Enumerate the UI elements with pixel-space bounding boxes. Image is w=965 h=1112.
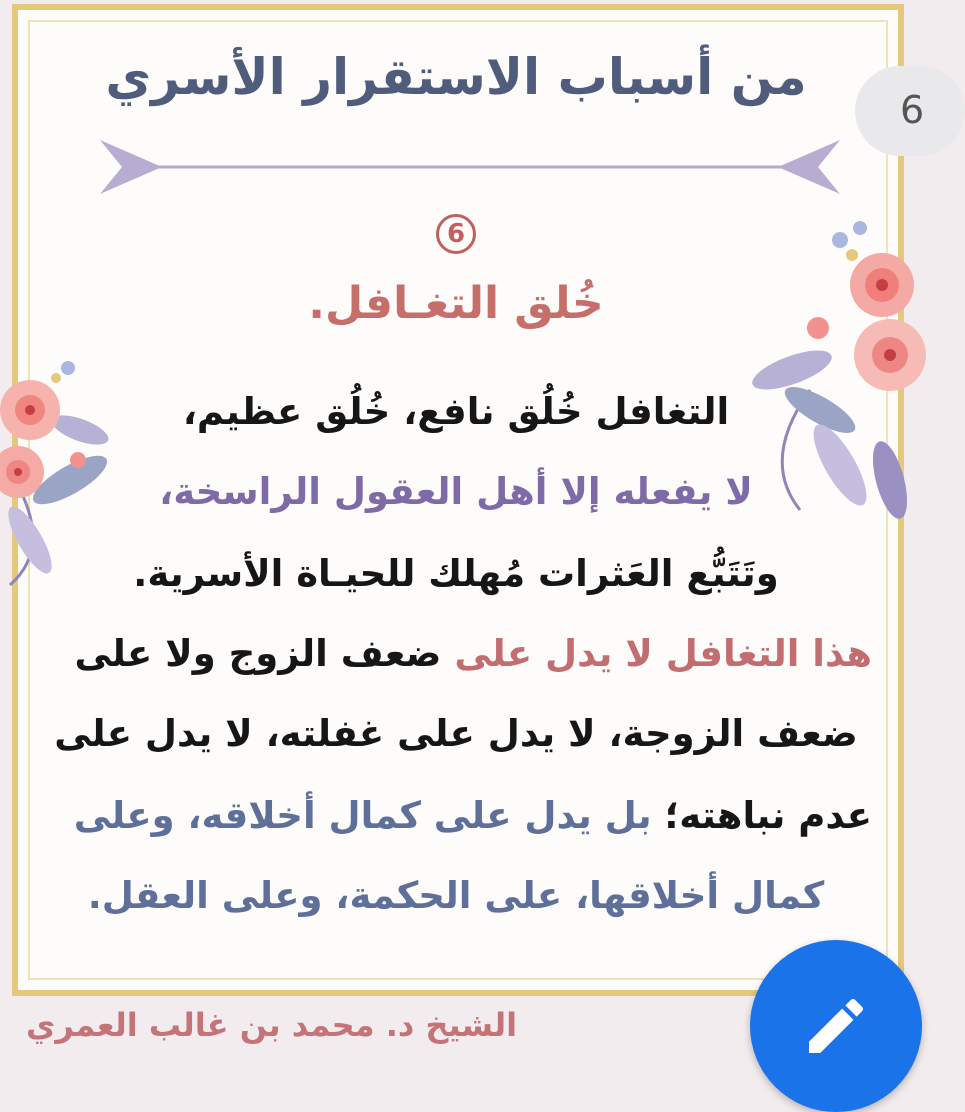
- post-subtitle: خُلق التغـافل.: [308, 278, 604, 329]
- page-indicator-chip[interactable]: [855, 66, 965, 156]
- text-line-6-start: عدم نباهته؛: [664, 794, 872, 837]
- pencil-icon: [800, 990, 872, 1062]
- text-line-6-highlight: بل يدل على كمال أخلاقه، وعلى: [73, 794, 665, 837]
- flower-decoration-right: [770, 210, 912, 520]
- text-line-4-highlight: هذا التغافل لا يدل على: [454, 632, 872, 675]
- flower-decoration-left: [0, 350, 115, 590]
- page-indicator-label: 6: [900, 88, 925, 132]
- edit-fab-button[interactable]: [750, 940, 922, 1112]
- text-line-1: التغافل خُلُق نافع، خُلُق عظيم،: [182, 390, 730, 433]
- text-line-3: وتَتَبُّع العَثرات مُهلك للحيـاة الأسرية.: [133, 552, 779, 595]
- text-line-7: كمال أخلاقها، على الحكمة، وعلى العقل.: [87, 874, 825, 917]
- text-line-2: لا يفعله إلا أهل العقول الراسخة،: [159, 470, 753, 513]
- text-line-5: ضعف الزوجة، لا يدل على غفلته، لا يدل على: [54, 712, 858, 755]
- author-credit: الشيخ د. محمد بن غالب العمري: [26, 1006, 518, 1044]
- number-badge: 6: [436, 214, 476, 254]
- ornament-divider: [100, 132, 840, 202]
- text-line-6: [40, 794, 872, 837]
- text-line-4: [40, 632, 872, 675]
- text-line-4-rest: ضعف الزوج ولا على: [74, 632, 455, 675]
- post-title: من أسباب الاستقرار الأسري: [105, 48, 807, 106]
